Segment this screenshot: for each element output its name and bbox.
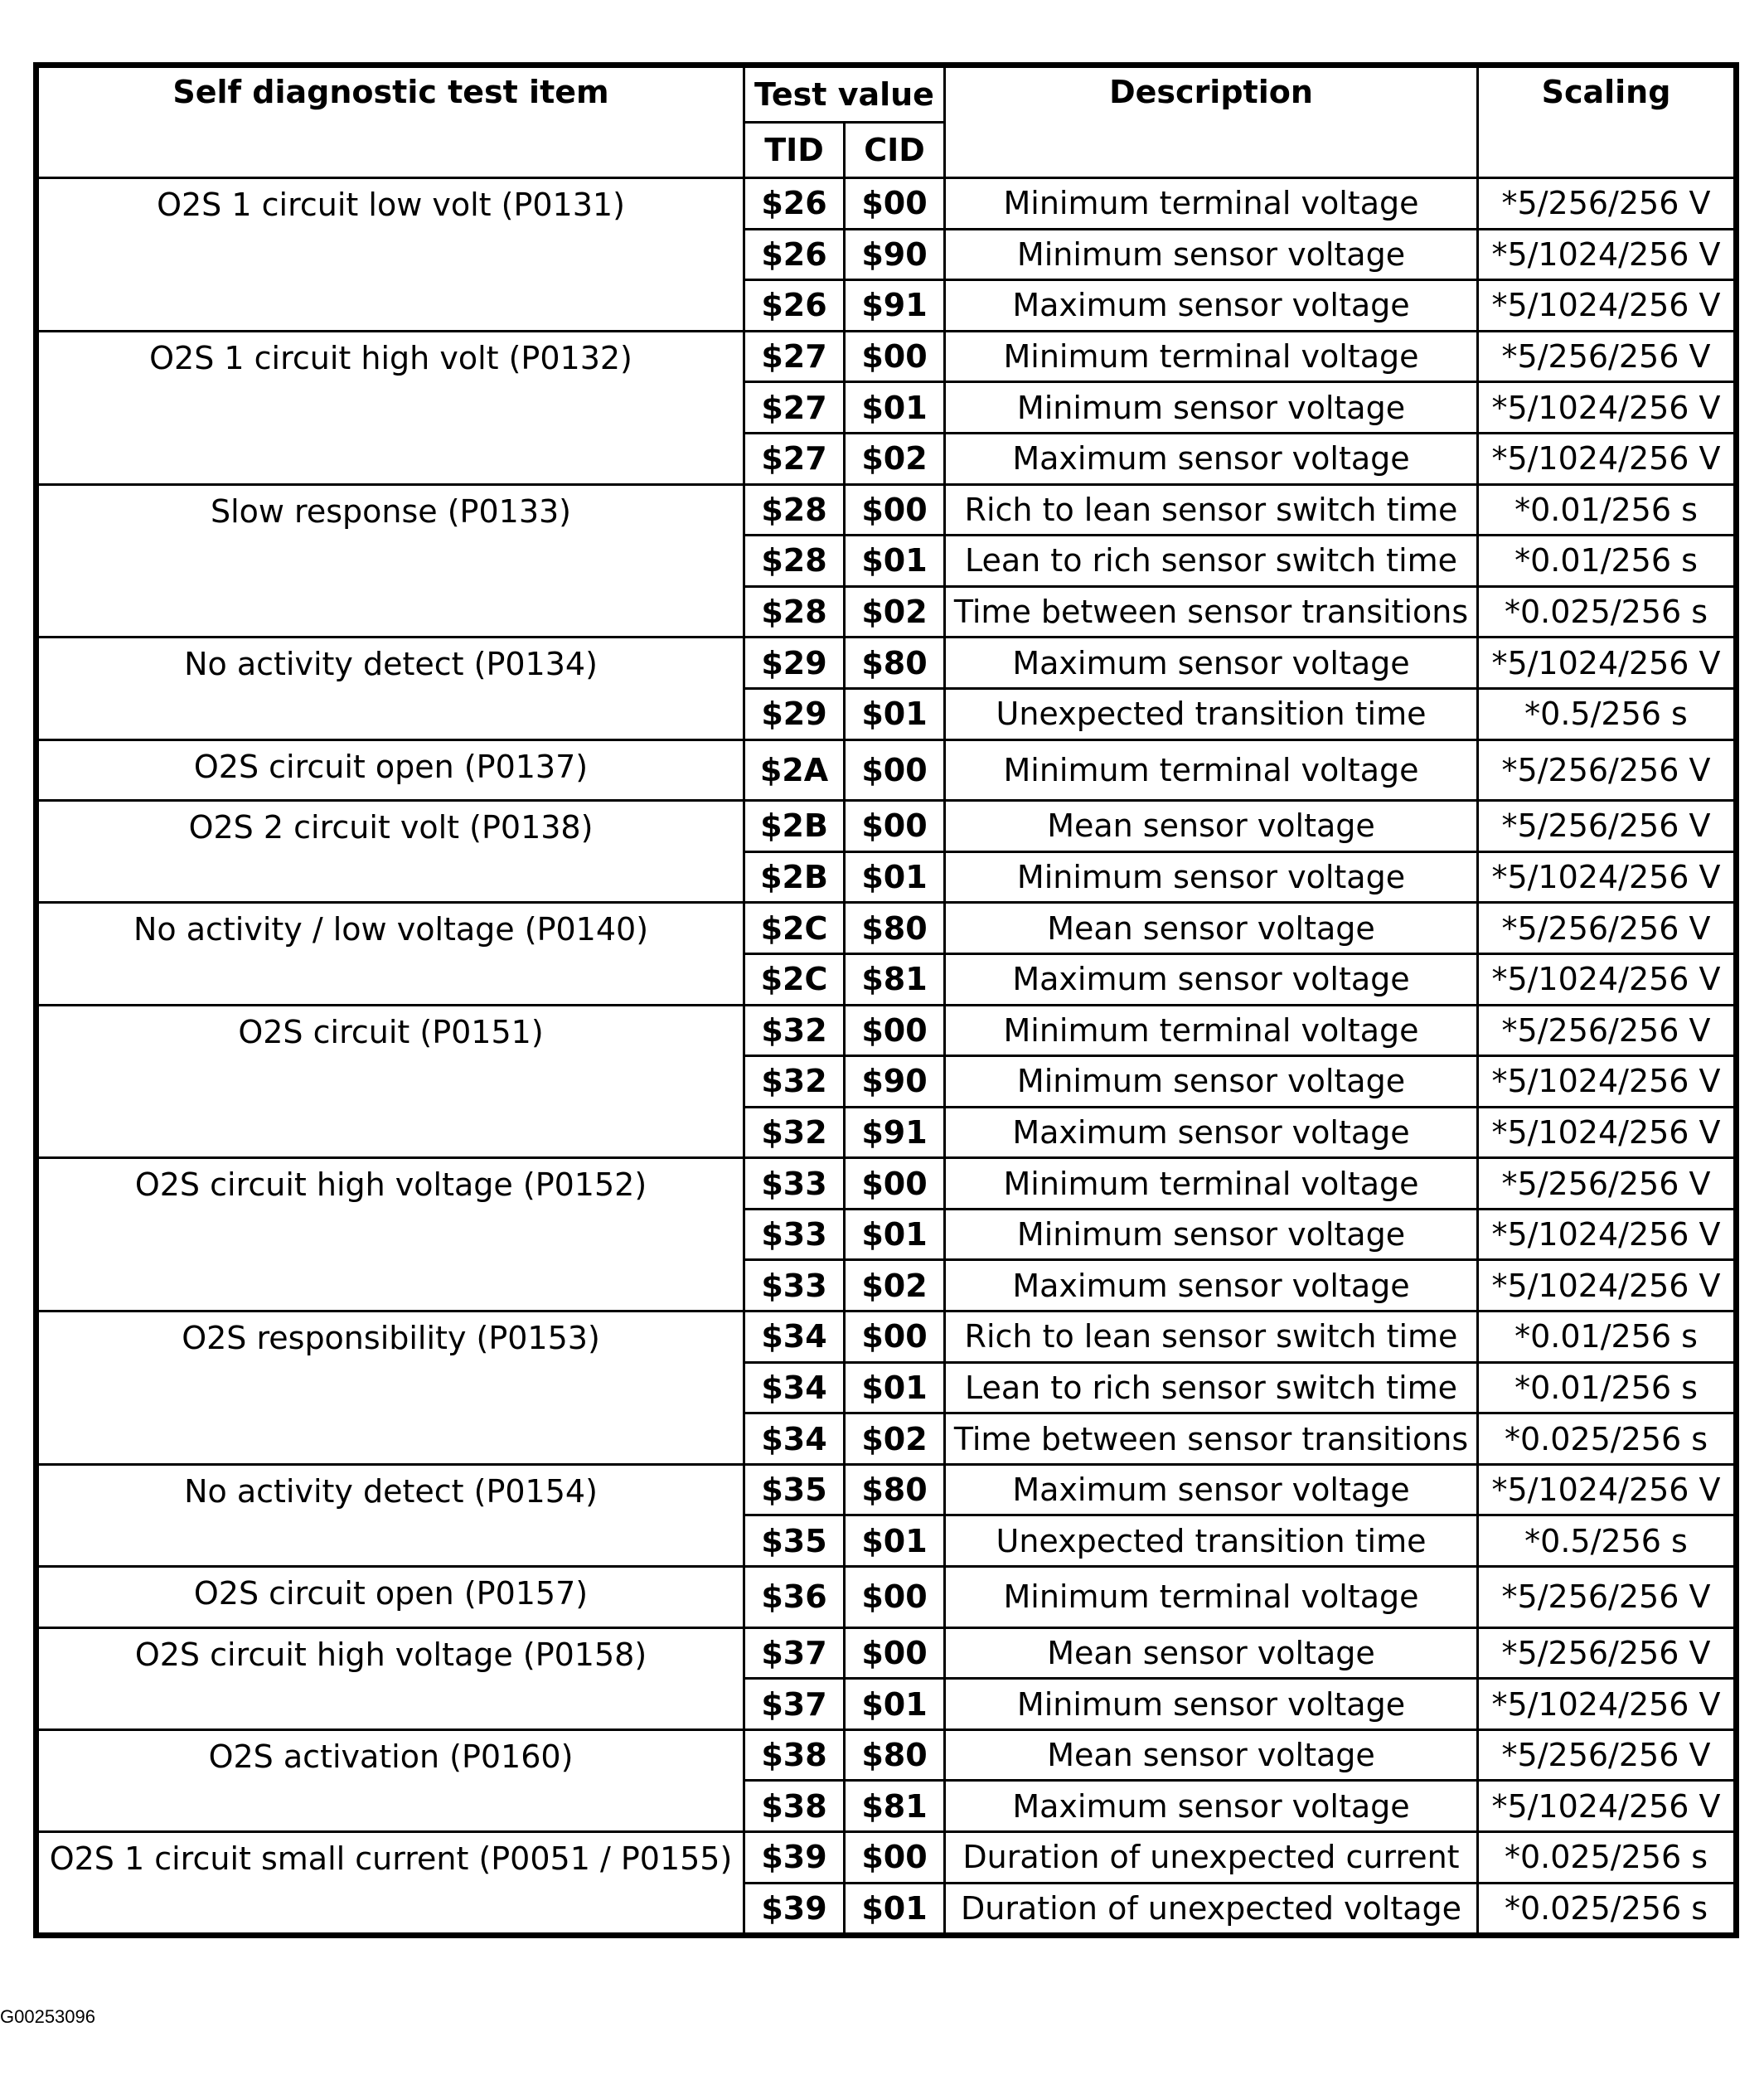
tid-cell: $34 — [744, 1312, 845, 1363]
cid-cell: $00 — [845, 1005, 945, 1056]
tid-cell: $26 — [744, 178, 845, 230]
header-cid: CID — [845, 123, 945, 178]
scaling-cell: *5/1024/256 V — [1478, 1107, 1737, 1158]
table-row — [36, 903, 1737, 954]
description-cell: Rich to lean sensor switch time — [945, 1312, 1478, 1363]
description-cell: Mean sensor voltage — [945, 801, 1478, 852]
test-item-cell: No activity / low voltage (P0140) — [36, 903, 744, 1005]
description-cell: Minimum sensor voltage — [945, 382, 1478, 434]
description-cell: Minimum sensor voltage — [945, 851, 1478, 903]
description-cell: Maximum sensor voltage — [945, 1781, 1478, 1832]
table-row — [36, 1464, 1737, 1515]
scaling-cell: *5/1024/256 V — [1478, 1781, 1737, 1832]
header-test-value: Test value — [744, 65, 945, 123]
scaling-cell: *5/256/256 V — [1478, 331, 1737, 382]
cid-cell: $00 — [845, 1627, 945, 1679]
tid-cell: $29 — [744, 688, 845, 739]
description-cell: Minimum terminal voltage — [945, 1567, 1478, 1628]
description-cell: Minimum terminal voltage — [945, 1158, 1478, 1210]
test-item-cell: O2S 1 circuit high volt (P0132) — [36, 331, 744, 484]
scaling-cell: *5/256/256 V — [1478, 903, 1737, 954]
table-row — [36, 331, 1737, 382]
cid-cell: $01 — [845, 851, 945, 903]
tid-cell: $2C — [744, 953, 845, 1005]
tid-cell: $36 — [744, 1567, 845, 1628]
scaling-cell: *0.5/256 s — [1478, 688, 1737, 739]
tid-cell: $34 — [744, 1413, 845, 1465]
description-cell: Maximum sensor voltage — [945, 1260, 1478, 1312]
header-row — [36, 65, 1737, 123]
description-cell: Maximum sensor voltage — [945, 638, 1478, 689]
description-cell: Mean sensor voltage — [945, 1729, 1478, 1781]
scaling-cell: *5/1024/256 V — [1478, 1260, 1737, 1312]
scaling-cell: *5/256/256 V — [1478, 801, 1737, 852]
cid-cell: $01 — [845, 688, 945, 739]
scaling-cell: *5/1024/256 V — [1478, 953, 1737, 1005]
scaling-cell: *5/1024/256 V — [1478, 1209, 1737, 1260]
tid-cell: $37 — [744, 1679, 845, 1730]
tid-cell: $38 — [744, 1729, 845, 1781]
test-item-cell: No activity detect (P0134) — [36, 638, 744, 739]
cid-cell: $90 — [845, 1056, 945, 1108]
description-cell: Unexpected transition time — [945, 1515, 1478, 1567]
scaling-cell: *0.01/256 s — [1478, 1362, 1737, 1413]
tid-cell: $28 — [744, 484, 845, 536]
test-item-cell: O2S circuit (P0151) — [36, 1005, 744, 1158]
table-row — [36, 484, 1737, 536]
tid-cell: $26 — [744, 280, 845, 332]
tid-cell: $37 — [744, 1627, 845, 1679]
table-row — [36, 1005, 1737, 1056]
cid-cell: $02 — [845, 1260, 945, 1312]
tid-cell: $33 — [744, 1158, 845, 1210]
cid-cell: $01 — [845, 1883, 945, 1936]
description-cell: Minimum terminal voltage — [945, 739, 1478, 801]
cid-cell: $01 — [845, 1209, 945, 1260]
description-cell: Minimum sensor voltage — [945, 1209, 1478, 1260]
test-item-cell: Slow response (P0133) — [36, 484, 744, 638]
cid-cell: $80 — [845, 1729, 945, 1781]
scaling-cell: *5/256/256 V — [1478, 1729, 1737, 1781]
description-cell: Rich to lean sensor switch time — [945, 484, 1478, 536]
scaling-cell: *0.025/256 s — [1478, 1883, 1737, 1936]
scaling-cell: *5/1024/256 V — [1478, 1464, 1737, 1515]
tid-cell: $34 — [744, 1362, 845, 1413]
tid-cell: $39 — [744, 1883, 845, 1936]
cid-cell: $80 — [845, 903, 945, 954]
tid-cell: $33 — [744, 1260, 845, 1312]
scaling-cell: *5/1024/256 V — [1478, 433, 1737, 484]
scaling-cell: *0.01/256 s — [1478, 536, 1737, 587]
scaling-cell: *5/1024/256 V — [1478, 1056, 1737, 1108]
scaling-cell: *0.025/256 s — [1478, 1413, 1737, 1465]
table-row — [36, 1627, 1737, 1679]
description-cell: Duration of unexpected current — [945, 1832, 1478, 1884]
table-row — [36, 1567, 1737, 1628]
scaling-cell: *5/1024/256 V — [1478, 1679, 1737, 1730]
cid-cell: $80 — [845, 1464, 945, 1515]
tid-cell: $2B — [744, 851, 845, 903]
table-row — [36, 1158, 1737, 1210]
scaling-cell: *5/1024/256 V — [1478, 638, 1737, 689]
scaling-cell: *5/256/256 V — [1478, 1627, 1737, 1679]
description-cell: Minimum terminal voltage — [945, 1005, 1478, 1056]
test-item-cell: O2S activation (P0160) — [36, 1729, 744, 1831]
header-description: Description — [945, 65, 1478, 178]
tid-cell: $26 — [744, 229, 845, 280]
description-cell: Maximum sensor voltage — [945, 1107, 1478, 1158]
scaling-cell: *5/256/256 V — [1478, 1567, 1737, 1628]
cid-cell: $01 — [845, 1362, 945, 1413]
scaling-cell: *0.01/256 s — [1478, 1312, 1737, 1363]
cid-cell: $00 — [845, 484, 945, 536]
tid-cell: $32 — [744, 1107, 845, 1158]
tid-cell: $38 — [744, 1781, 845, 1832]
scaling-cell: *5/256/256 V — [1478, 1005, 1737, 1056]
tid-cell: $2B — [744, 801, 845, 852]
table-body — [36, 178, 1737, 1936]
scaling-cell: *0.025/256 s — [1478, 586, 1737, 638]
table-header — [36, 65, 1737, 178]
tid-cell: $35 — [744, 1464, 845, 1515]
test-item-cell: O2S circuit open (P0157) — [36, 1567, 744, 1628]
cid-cell: $81 — [845, 953, 945, 1005]
cid-cell: $81 — [845, 1781, 945, 1832]
scaling-cell: *5/1024/256 V — [1478, 280, 1737, 332]
tid-cell: $39 — [744, 1832, 845, 1884]
test-item-cell: O2S circuit open (P0137) — [36, 739, 744, 801]
test-item-cell: O2S 1 circuit small current (P0051 / P0155) — [36, 1832, 744, 1936]
scaling-cell: *5/256/256 V — [1478, 1158, 1737, 1210]
cid-cell: $80 — [845, 638, 945, 689]
description-cell: Minimum sensor voltage — [945, 1679, 1478, 1730]
scaling-cell: *5/1024/256 V — [1478, 229, 1737, 280]
cid-cell: $91 — [845, 280, 945, 332]
cid-cell: $00 — [845, 739, 945, 801]
test-item-cell: O2S 1 circuit low volt (P0131) — [36, 178, 744, 332]
tid-cell: $33 — [744, 1209, 845, 1260]
cid-cell: $00 — [845, 178, 945, 230]
cid-cell: $01 — [845, 536, 945, 587]
tid-cell: $35 — [744, 1515, 845, 1567]
tid-cell: $32 — [744, 1056, 845, 1108]
cid-cell: $00 — [845, 331, 945, 382]
description-cell: Maximum sensor voltage — [945, 433, 1478, 484]
description-cell: Time between sensor transitions — [945, 586, 1478, 638]
cid-cell: $00 — [845, 1312, 945, 1363]
description-cell: Mean sensor voltage — [945, 1627, 1478, 1679]
table-row — [36, 1312, 1737, 1363]
tid-cell: $27 — [744, 382, 845, 434]
tid-cell: $27 — [744, 331, 845, 382]
description-cell: Duration of unexpected voltage — [945, 1883, 1478, 1936]
tid-cell: $2C — [744, 903, 845, 954]
cid-cell: $00 — [845, 801, 945, 852]
header-self-diagnostic-item: Self diagnostic test item — [36, 65, 744, 178]
description-cell: Time between sensor transitions — [945, 1413, 1478, 1465]
tid-cell: $28 — [744, 536, 845, 587]
description-cell: Minimum sensor voltage — [945, 229, 1478, 280]
cid-cell: $00 — [845, 1158, 945, 1210]
cid-cell: $91 — [845, 1107, 945, 1158]
test-item-cell: O2S 2 circuit volt (P0138) — [36, 801, 744, 903]
description-cell: Mean sensor voltage — [945, 903, 1478, 954]
tid-cell: $2A — [744, 739, 845, 801]
description-cell: Unexpected transition time — [945, 688, 1478, 739]
cid-cell: $00 — [845, 1832, 945, 1884]
description-cell: Minimum terminal voltage — [945, 331, 1478, 382]
table-row — [36, 739, 1737, 801]
header-scaling: Scaling — [1478, 65, 1737, 178]
cid-cell: $01 — [845, 1679, 945, 1730]
cid-cell: $02 — [845, 433, 945, 484]
scaling-cell: *0.01/256 s — [1478, 484, 1737, 536]
scaling-cell: *0.5/256 s — [1478, 1515, 1737, 1567]
description-cell: Maximum sensor voltage — [945, 1464, 1478, 1515]
scaling-cell: *5/1024/256 V — [1478, 851, 1737, 903]
description-cell: Minimum sensor voltage — [945, 1056, 1478, 1108]
scaling-cell: *5/256/256 V — [1478, 739, 1737, 801]
description-cell: Maximum sensor voltage — [945, 280, 1478, 332]
scaling-cell: *5/256/256 V — [1478, 178, 1737, 230]
description-cell: Lean to rich sensor switch time — [945, 536, 1478, 587]
description-cell: Lean to rich sensor switch time — [945, 1362, 1478, 1413]
test-item-cell: No activity detect (P0154) — [36, 1464, 744, 1566]
tid-cell: $28 — [744, 586, 845, 638]
test-item-cell: O2S responsibility (P0153) — [36, 1312, 744, 1465]
cid-cell: $02 — [845, 586, 945, 638]
tid-cell: $27 — [744, 433, 845, 484]
header-tid: TID — [744, 123, 845, 178]
table-row — [36, 801, 1737, 852]
table-row — [36, 1832, 1737, 1884]
cid-cell: $02 — [845, 1413, 945, 1465]
cid-cell: $01 — [845, 382, 945, 434]
test-item-cell: O2S circuit high voltage (P0158) — [36, 1627, 744, 1729]
test-item-cell: O2S circuit high voltage (P0152) — [36, 1158, 744, 1312]
cid-cell: $90 — [845, 229, 945, 280]
description-cell: Minimum terminal voltage — [945, 178, 1478, 230]
tid-cell: $32 — [744, 1005, 845, 1056]
table-row — [36, 638, 1737, 689]
diagnostic-table — [33, 62, 1739, 1938]
description-cell: Maximum sensor voltage — [945, 953, 1478, 1005]
table-row — [36, 178, 1737, 230]
table-row — [36, 1729, 1737, 1781]
cid-cell: $01 — [845, 1515, 945, 1567]
tid-cell: $29 — [744, 638, 845, 689]
scaling-cell: *0.025/256 s — [1478, 1832, 1737, 1884]
cid-cell: $00 — [845, 1567, 945, 1628]
figure-id-caption: G00253096 — [0, 2006, 95, 2027]
scaling-cell: *5/1024/256 V — [1478, 382, 1737, 434]
